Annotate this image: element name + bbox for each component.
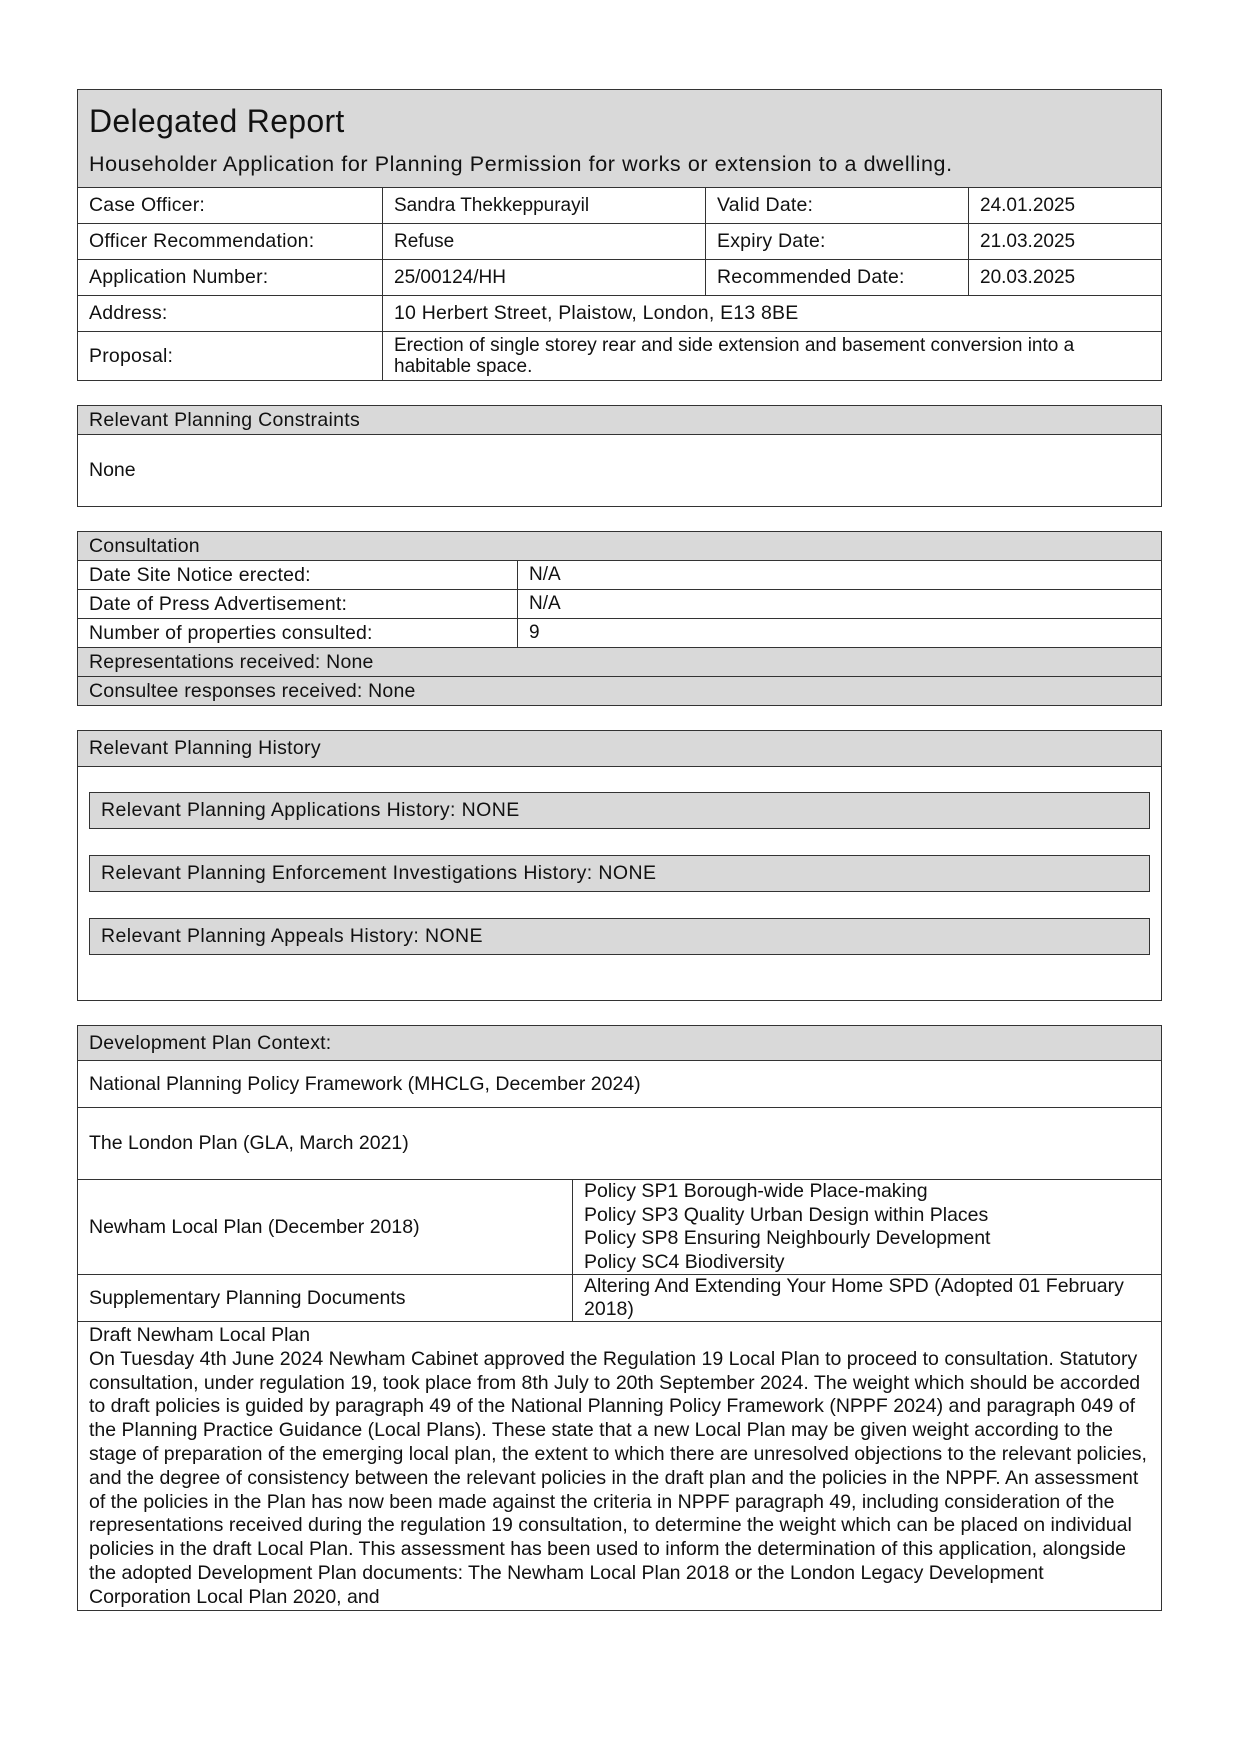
development-plan-heading: Development Plan Context:	[78, 1026, 1162, 1061]
report-details-table	[77, 89, 1162, 381]
address-label: Address:	[78, 296, 383, 332]
site-notice-label: Date Site Notice erected:	[78, 561, 518, 590]
expiry-date-value: 21.03.2025	[969, 224, 1162, 260]
recommendation-label: Officer Recommendation:	[78, 224, 383, 260]
case-officer-value: Sandra Thekkeppurayil	[383, 188, 706, 224]
properties-consulted-value: 9	[518, 619, 1162, 648]
spd-value: Altering And Extending Your Home SPD (Adopted 01 February 2018)	[573, 1275, 1162, 1322]
draft-local-plan-text: On Tuesday 4th June 2024 Newham Cabinet approved the Regulation 19 Local Plan to proceed to consultation. Statutory consultation, under regulation 19, took place from 8th July to 20th September 2024. The weight which should be accorded to draft policies is guided by paragraph 49 of the National Planning Policy Framework (NPPF 2024) and paragraph 049 of the Planning Practice Guidance (Local Plans). These state that a new Local Plan may be given weight according to the stage of preparation of the emerging local plan, the extent to which there are unresolved objections to the relevant policies, and the degree of consistency between the relevant policies in the draft plan and the policies in the NPPF. An assessment of the policies in the Plan has now been made against the criteria in NPPF paragraph 49, including consideration of the representations received during the regulation 19 consultation, to determine the weight which can be placed on individual policies in the draft Local Plan. This assessment has been used to inform the determination of this application, alongside the adopted Development Plan documents: The Newham Local Plan 2018 or the London Legacy Development Corporation Local Plan 2020, and	[89, 1347, 1147, 1608]
valid-date-value: 24.01.2025	[969, 188, 1162, 224]
site-notice-value: N/A	[518, 561, 1162, 590]
draft-local-plan-heading: Draft Newham Local Plan	[89, 1324, 311, 1346]
press-advert-label: Date of Press Advertisement:	[78, 590, 518, 619]
expiry-date-label: Expiry Date:	[706, 224, 969, 260]
draft-local-plan	[78, 1322, 1162, 1611]
policy-item: Policy SC4 Biodiversity	[584, 1250, 785, 1273]
planning-constraints-section	[77, 405, 1162, 507]
nppf-reference: National Planning Policy Framework (MHCLG, December 2024)	[78, 1061, 1162, 1108]
planning-history-section	[77, 730, 1162, 1001]
policy-item: Policy SP8 Ensuring Neighbourly Development	[584, 1227, 991, 1249]
consultation-table	[77, 531, 1162, 706]
proposal-value: Erection of single storey rear and side extension and basement conversion into a habitable space.	[383, 332, 1162, 381]
policy-item: Policy SP3 Quality Urban Design within Places	[584, 1203, 989, 1226]
application-number-label: Application Number:	[78, 260, 383, 296]
applications-history: Relevant Planning Applications History: NONE	[89, 792, 1150, 829]
london-plan-reference: The London Plan (GLA, March 2021)	[78, 1108, 1162, 1180]
consultee-responses: Consultee responses received: None	[78, 677, 1162, 706]
planning-constraints-value: None	[89, 459, 136, 481]
planning-history-heading: Relevant Planning History	[78, 731, 1161, 767]
recommended-date-value: 20.03.2025	[969, 260, 1162, 296]
report-title: Delegated Report	[89, 103, 345, 139]
local-plan-policies	[573, 1180, 1162, 1275]
recommended-date-label: Recommended Date:	[706, 260, 969, 296]
appeals-history: Relevant Planning Appeals History: NONE	[89, 918, 1150, 955]
planning-constraints-heading: Relevant Planning Constraints	[78, 406, 1161, 435]
case-officer-label: Case Officer:	[78, 188, 383, 224]
address-value: 10 Herbert Street, Plaistow, London, E13 8BE	[383, 296, 1162, 332]
valid-date-label: Valid Date:	[706, 188, 969, 224]
properties-consulted-label: Number of properties consulted:	[78, 619, 518, 648]
report-subtitle: Householder Application for Planning Permission for works or extension to a dwelling.	[89, 152, 953, 176]
enforcement-history: Relevant Planning Enforcement Investigations History: NONE	[89, 855, 1150, 892]
report-header	[78, 90, 1162, 188]
consultation-heading: Consultation	[78, 532, 1162, 561]
local-plan-label: Newham Local Plan (December 2018)	[78, 1180, 573, 1275]
press-advert-value: N/A	[518, 590, 1162, 619]
policy-item: Policy SP1 Borough-wide Place-making	[584, 1180, 928, 1202]
delegated-report	[77, 89, 1162, 1611]
spd-label: Supplementary Planning Documents	[78, 1275, 573, 1322]
recommendation-value: Refuse	[383, 224, 706, 260]
proposal-label: Proposal:	[78, 332, 383, 381]
representations-received: Representations received: None	[78, 648, 1162, 677]
development-plan-table	[77, 1025, 1162, 1611]
application-number-value: 25/00124/HH	[383, 260, 706, 296]
